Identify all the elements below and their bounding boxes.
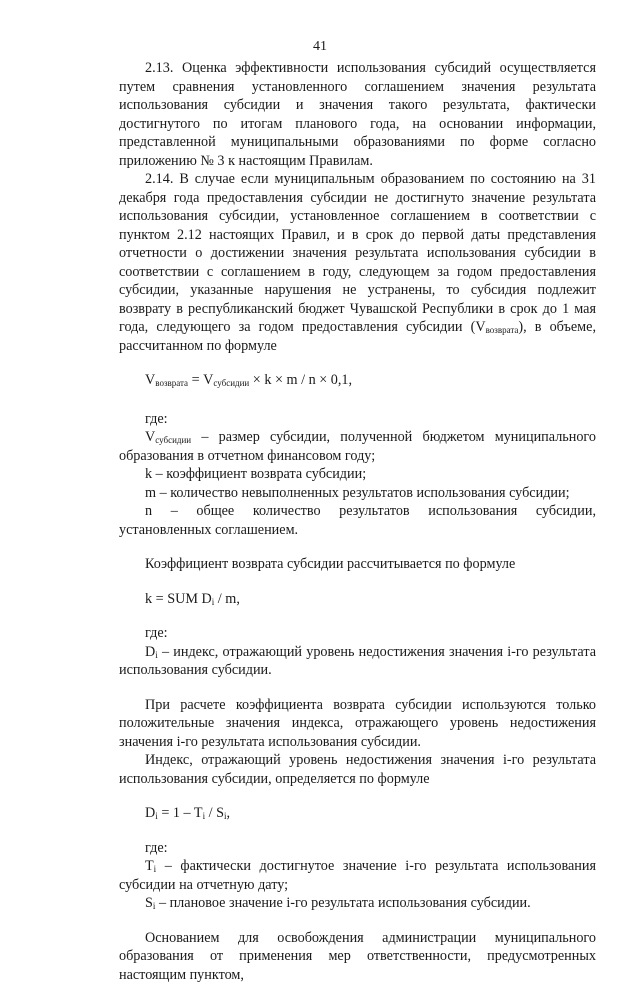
paragraph-2-14-text: 2.14. В случае если муниципальным образованием по состоянию на 31 декабря года предоставления субсидии не достигнуто значение результата использования субсидии, установленное соглашением в соответствии с пунктом 2.12 настоящих Правил, и в срок до первой даты представления отчетности о достижении значения результата использования субсидии в соответствии с соглашением в году, следующем за годом предоставления субсидии, указанные нарушения не устранены, то субсидия подлежит возврату в республиканский бюджет Чувашской Республики в срок до 1 мая года, следующего за годом предоставления субсидии (V [119,171,596,335]
paragraph-2-14-tail: ), в объеме, рассчитанном по формуле [119,319,596,354]
where-label-3: где: [119,839,596,858]
paragraph-2-13: 2.13. Оценка эффективности использования субсидий осуществляется путем сравнения установленного соглашением значения результата использования субсидии и значения такого результата, фактически достигнутого по итогам планового года, на основании информации, представленной муниципальными образованиями по форме согласно приложению № 3 к настоящим Правилам. [119,59,596,170]
positive-values-text: При расчете коэффициента возврата субсидии используются только положительные значения индекса, отражающего уровень недостижения значения i-го результата использования субсидии. [119,696,596,752]
last-paragraph: Основанием для освобождения администрации муниципального образования от применения мер ответственности, предусмотренных настоящим пунктом, [119,929,596,984]
formula-coefficient: k = SUM $D_i$ / m, [119,590,596,609]
formula-return-volume: $V_{возврата} = V_{субсидии} \times k \times m / n \times 0,1$, [119,371,596,390]
page-number: 41 [0,38,640,56]
definition-k: k – коэффициент возврата субсидии; [119,465,596,484]
subscript-vozvrata: возврата [486,325,519,335]
where-label-1: где: [119,410,596,429]
definition-si: $S_i$ – плановое значение i-го результата использования субсидии. [119,894,596,913]
definition-v-subsidy: $V_{субсидии}$ – размер субсидии, полученной бюджетом муниципального образования в отчетном финансовом году; [119,428,596,465]
formula-index: $D_i = 1 - T_i / S_i$, [119,804,596,823]
definition-ti: $T_i$ – фактически достигнутое значение i-го результата использования субсидии на отчетную дату; [119,857,596,894]
coefficient-text: Коэффициент возврата субсидии рассчитывается по формуле [119,555,596,574]
index-text: Индекс, отражающий уровень недостижения значения i-го результата использования субсидии, определяется по формуле [119,751,596,788]
definition-n: n – общее количество результатов использования субсидии, установленных соглашением. [119,502,596,539]
document-body [119,59,596,984]
definition-di: $D_i$ – индекс, отражающий уровень недостижения значения i-го результата использования субсидии. [119,643,596,680]
where-label-2: где: [119,624,596,643]
paragraph-2-14 [119,170,596,355]
definition-m: m – количество невыполненных результатов использования субсидии; [119,484,596,503]
